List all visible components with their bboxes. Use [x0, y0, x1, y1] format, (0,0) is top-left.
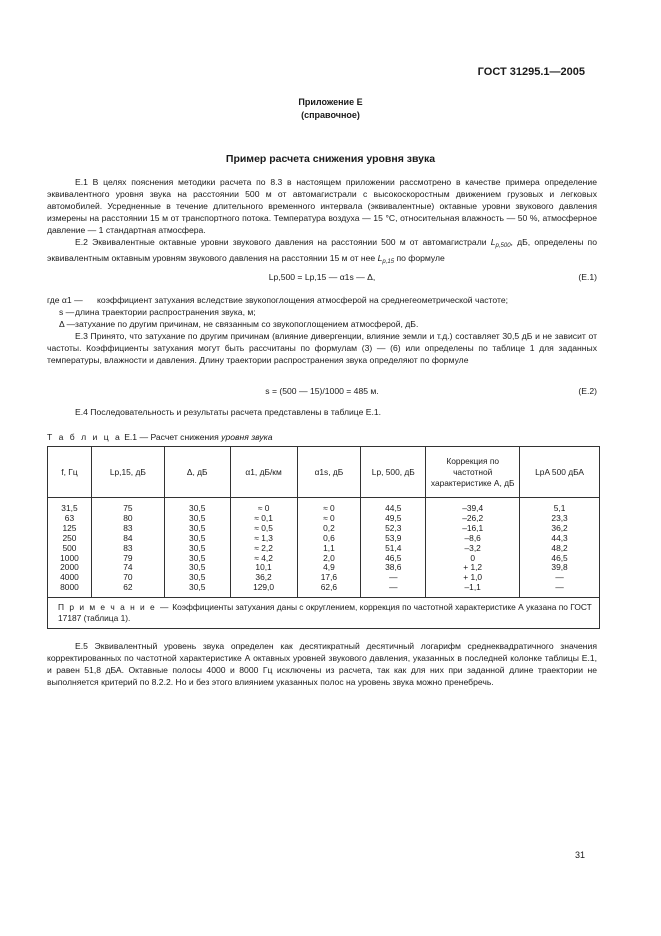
table-cell: 0,2	[323, 522, 335, 533]
paragraph-e2-text-b: , дБ, определены по эквивалентным октавным уровням звукового давления на расстоянии 15 м от нее	[47, 237, 597, 263]
where-list	[47, 294, 597, 330]
table-cell: 2000	[60, 562, 79, 573]
table-cell: 44,5	[385, 503, 402, 513]
annex-type: (справочное)	[301, 110, 360, 120]
where-symbol: Δ —	[59, 319, 76, 329]
table-cell: –39,4	[462, 503, 484, 513]
table-caption-main: Е.1 — Расчет снижения	[124, 432, 219, 442]
table-cell: 500	[62, 542, 77, 553]
table-cell: 39,8	[551, 562, 568, 573]
table-cell: —	[389, 572, 398, 583]
table-cell: 38,6	[385, 562, 402, 573]
paragraph-e1	[47, 176, 597, 236]
table-cell: —	[555, 572, 564, 583]
table-cell: + 1,0	[463, 572, 483, 583]
table-cell: 80	[123, 512, 133, 523]
table-cell: 36,2	[551, 522, 568, 533]
table-cell: 31,5	[61, 503, 78, 513]
paragraph-e4	[47, 406, 597, 418]
table-cell: 30,5	[189, 582, 206, 593]
table-cell: 70	[123, 572, 133, 583]
formula-e2-expression: s = (500 — 15)/1000 = 485 м.	[265, 386, 379, 396]
table-cell: 4000	[60, 572, 79, 583]
table-cell: 4,9	[323, 562, 335, 573]
paragraph-e4-text: Е.4 Последовательность и результаты расчета представлены в таблице Е.1.	[75, 407, 382, 417]
standard-header: ГОСТ 31295.1—2005	[477, 66, 585, 78]
table-note-text: Коэффициенты затухания даны с округлением, коррекция по частотной характеристике А указана по ГОСТ 17187 (таблица 1).	[58, 602, 592, 624]
table-cell: 8000	[60, 582, 79, 593]
table-note-row	[48, 598, 600, 629]
table-cell: 36,2	[255, 572, 272, 583]
table-cell: 62	[123, 582, 133, 593]
header-correction: Коррекция по частотной характеристике А, дБ	[426, 447, 520, 498]
table-cell: 23,3	[551, 512, 568, 523]
where-text: длина траектории распространения звука, м;	[75, 307, 256, 317]
symbol-lp15-sub: p,15	[382, 259, 395, 265]
header-lpa500: LpA 500 дБА	[520, 447, 600, 498]
table-cell: 75	[123, 503, 133, 513]
results-table	[47, 446, 600, 629]
column-frequency	[48, 498, 92, 598]
column-lpa500	[520, 498, 600, 598]
where-item	[47, 306, 597, 318]
table-cell: 62,6	[320, 582, 338, 593]
where-text: коэффициент затухания вследствие звукопоглощения атмосферой на среднегеометрической частоте;	[97, 295, 508, 305]
symbol-lp15: L	[377, 253, 383, 263]
table-cell: 30,5	[189, 512, 206, 523]
table-cell: –3,2	[464, 542, 481, 553]
where-symbol: s —	[59, 307, 75, 317]
table-cell: 83	[123, 542, 133, 553]
where-text: затухание по другим причинам, не связанным со звукопоглощением атмосферой, дБ.	[75, 319, 419, 329]
header-frequency: f, Гц	[48, 447, 92, 498]
page-number: 31	[574, 850, 585, 860]
paragraph-e5-text: Е.5 Эквивалентный уровень звука определен как десятикратный десятичный логарифм среднеквадратичного значения корректированных по частотной характеристике А октавных уровней звукового давления, указанных в последней колонке таблицы Е.1, и равен 51,8 дБА. Октавные полосы 4000 и 8000 Гц исключены из расчета, так как для них при заданной длине траектории не выполняется критерий по 8.2.2. Но и без этого влиянием указанных полос на уровень звука можно пренебречь.	[47, 641, 597, 687]
table-cell: ≈ 1,3	[254, 532, 273, 543]
table-header-row	[48, 447, 600, 498]
table-cell: 30,5	[189, 572, 206, 583]
table-cell: –26,2	[462, 512, 484, 523]
symbol-lp500-sub: p,500	[495, 243, 511, 249]
table-cell: ≈ 4,2	[254, 552, 273, 563]
table-cell: 44,3	[551, 532, 568, 543]
table-cell: 125	[62, 522, 77, 533]
table-cell: 83	[123, 522, 133, 533]
paragraph-e2-text-a: Е.2 Эквивалентные октавные уровни звукового давления на расстоянии 500 м от автомагистрали	[75, 237, 491, 247]
table-cell: ≈ 0,5	[254, 522, 273, 533]
column-lp500	[361, 498, 426, 598]
table-cell: 46,5	[551, 552, 568, 563]
table-cell: 49,5	[385, 512, 402, 523]
table-cell: 1,1	[323, 542, 335, 553]
symbol-lp500: L	[490, 237, 496, 247]
table-cell: 250	[62, 532, 77, 543]
table-note	[48, 598, 600, 629]
formula-e1-number: (Е.1)	[578, 272, 597, 282]
table-cell: ≈ 0	[323, 512, 335, 523]
where-item	[47, 294, 597, 306]
table-cell: ≈ 0	[257, 503, 270, 513]
table-cell: 0,6	[323, 532, 335, 543]
formula-e1	[47, 272, 597, 284]
table-cell: 0	[470, 552, 476, 563]
table-cell: 30,5	[189, 562, 206, 573]
table-cell: 30,5	[189, 532, 206, 543]
formula-e1-expression: Lp,500 = Lp,15 — α1s — Δ,	[268, 272, 376, 282]
table-cell: –8,6	[464, 532, 481, 543]
table-cell: —	[389, 582, 398, 593]
table-cell: 30,5	[189, 522, 206, 533]
table-cell: ≈ 2,2	[254, 542, 273, 553]
annex-label: Приложение Е	[298, 97, 363, 107]
paragraph-e3	[47, 330, 597, 366]
table-cell: 17,6	[320, 572, 338, 583]
table-caption	[47, 432, 273, 442]
table-cell: 53,9	[385, 532, 402, 543]
table-cell: 1000	[60, 552, 79, 563]
formula-e2-number: (Е.2)	[578, 386, 597, 396]
header-alpha: α1, дБ/км	[230, 447, 297, 498]
page-title: Пример расчета снижения уровня звука	[225, 153, 436, 165]
column-alpha-s	[297, 498, 361, 598]
table-cell: —	[555, 582, 564, 593]
paragraph-e2	[47, 236, 597, 268]
table-cell: + 1,2	[463, 562, 483, 573]
table-cell: 74	[123, 562, 133, 573]
table-caption-italic: уровня звука	[221, 432, 273, 442]
table-cell: ≈ 0,1	[254, 512, 273, 523]
table-cell: 129,0	[253, 582, 275, 593]
table-cell: 51,4	[385, 542, 402, 553]
table-data-row	[48, 498, 600, 598]
paragraph-e2-text-c: по формуле	[394, 253, 445, 263]
column-lp15	[91, 498, 164, 598]
table-cell: ≈ 0	[323, 503, 335, 513]
table-cell: 79	[123, 552, 133, 563]
table-cell: 30,5	[189, 552, 206, 563]
table-note-label: П р и м е ч а н и е —	[58, 602, 170, 613]
table-cell: 30,5	[189, 542, 206, 553]
where-item	[47, 318, 597, 330]
table-cell: 2,0	[323, 552, 335, 563]
table-cell: 30,5	[189, 503, 206, 513]
table-cell: 63	[64, 512, 75, 523]
column-correction	[426, 498, 520, 598]
header-delta: Δ, дБ	[164, 447, 230, 498]
column-delta	[164, 498, 230, 598]
table-cell: –1,1	[464, 582, 481, 593]
table-cell: 46,5	[385, 552, 402, 563]
header-lp500: Lp, 500, дБ	[361, 447, 426, 498]
paragraph-e5	[47, 640, 597, 688]
paragraph-e3-text: Е.3 Принято, что затухание по другим причинам (влияние дивергенции, влияние земли и т.д.) составляет 30,5 дБ и не зависит от частоты. Коэффициенты затухания могут быть рассчитаны по формулам (3) — (6) или определены по таблице 1 для заданных температуры, влажности и давления. Длину траектории распространения звука определяют по формуле	[47, 331, 597, 365]
table-caption-prefix: Т а б л и ц а	[47, 432, 122, 442]
header-alpha-s: α1s, дБ	[297, 447, 361, 498]
paragraph-e1-text: Е.1 В целях пояснения методики расчета по 8.3 в настоящем приложении рассмотрено в качестве примера определение эквивалентного уровня звука на расстоянии 500 м от автомагистрали с высокоскоростным движением грузовых и легковых автомобилей. Усредненные в течение длительного временного интервала (эквивалентные) октавные уровни звукового давления измерены на расстоянии 15 м от транспортного потока. Температура воздуха — 15 °С, относительная влажность — 50 %, атмосферное давление — 1 стандартная атмосфера.	[47, 177, 597, 235]
table-cell: 48,2	[551, 542, 568, 553]
table-cell: 5,1	[553, 503, 566, 513]
table-cell: 84	[123, 532, 133, 543]
column-alpha	[230, 498, 297, 598]
table-cell: 10,1	[255, 562, 272, 573]
formula-e2	[47, 386, 597, 398]
table-cell: 52,3	[385, 522, 402, 533]
table-cell: –16,1	[462, 522, 484, 533]
header-lp15: Lp,15, дБ	[91, 447, 164, 498]
where-symbol: где α1 —	[47, 295, 83, 305]
